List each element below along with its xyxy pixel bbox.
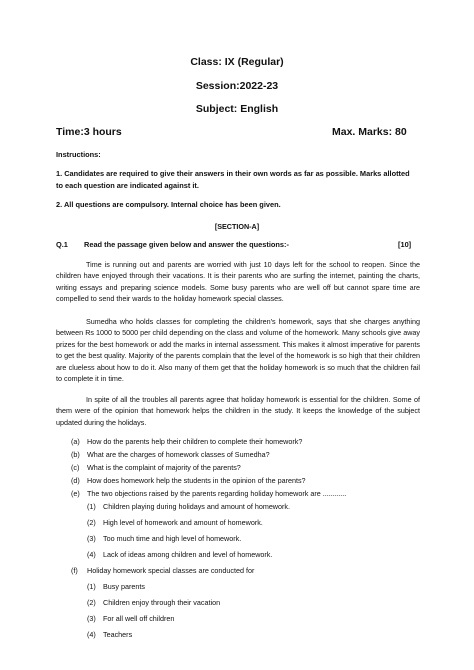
- subquestion-label: (e): [71, 489, 80, 498]
- instruction-2: 2. All questions are compulsory. Internal choice has been given.: [56, 200, 281, 209]
- subquestion-label: (b): [71, 450, 80, 459]
- subquestion-label: (d): [71, 476, 80, 485]
- instruction-1-line-2: to each question are indicated against it.: [56, 181, 199, 190]
- subquestion-label: (f): [71, 566, 78, 575]
- subquestion-c: [71, 462, 241, 473]
- subject-line: Subject: English: [195, 103, 279, 115]
- option-e-3: [87, 533, 241, 544]
- option-e-4: [87, 549, 272, 560]
- subquestion-f: [71, 565, 254, 576]
- option-f-2: [87, 597, 220, 608]
- option-label: (3): [87, 614, 96, 623]
- passage-paragraph-2: Sumedha who holds classes for completing the children's homework, says that she charges anything between Rs 1000 to 5000 per child depending on the class and volume of the homework. Many schools give away prizes for the best homework or add the marks in internal assessment. This makes it almost imperative for parents to get the best quality. Majority of the parents complain that the level of the homework is so high that their children are clueless about how to do it. Also many of them get that the holiday homework is so much that the children fail to complete it in time.: [56, 317, 420, 384]
- time-label: Time:3 hours: [56, 126, 122, 138]
- subquestion-b: [71, 449, 270, 460]
- subquestion-a: [71, 436, 302, 447]
- subquestion-label: (c): [71, 463, 80, 472]
- instructions-heading: Instructions:: [56, 150, 101, 159]
- option-label: (4): [87, 550, 96, 559]
- option-f-1: [87, 581, 145, 592]
- option-label: (1): [87, 502, 96, 511]
- option-text: Busy parents: [103, 582, 145, 591]
- option-text: Lack of ideas among children and level of homework.: [103, 550, 273, 559]
- option-label: (3): [87, 534, 96, 543]
- option-label: (4): [87, 630, 96, 639]
- subquestion-text: The two objections raised by the parents regarding holiday homework are ............: [87, 489, 347, 498]
- subquestion-d: [71, 475, 306, 486]
- max-marks-label: Max. Marks: 80: [332, 126, 407, 138]
- passage-paragraph-1: Time is running out and parents are worried with just 10 days left for the school to reopen. Since the children have enjoyed through their vacations. It is their parents who are surfing the internet, painting the charts, writing essays and preparing science models. Some busy parents who are well off but cannot spare time are compelled to send their wards to the holiday homework special classes.: [56, 260, 420, 304]
- subquestion-text: Holiday homework special classes are conducted for: [87, 566, 255, 575]
- option-text: High level of homework and amount of homework.: [103, 518, 263, 527]
- subquestion-text: What is the complaint of majority of the parents?: [87, 463, 241, 472]
- section-heading: [SECTION-A]: [214, 222, 260, 231]
- question-number: Q.1: [56, 240, 68, 249]
- option-e-1: [87, 501, 290, 512]
- option-text: Children playing during holidays and amount of homework.: [103, 502, 290, 511]
- subquestion-text: How does homework help the students in the opinion of the parents?: [87, 476, 306, 485]
- option-f-4: [87, 629, 132, 640]
- option-label: (2): [87, 518, 96, 527]
- option-text: Too much time and high level of homework.: [103, 534, 242, 543]
- question-marks: [10]: [398, 240, 412, 249]
- subquestion-text: What are the charges of homework classes of Sumedha?: [87, 450, 270, 459]
- option-label: (1): [87, 582, 96, 591]
- option-text: For all well off children: [103, 614, 175, 623]
- option-text: Children enjoy through their vacation: [103, 598, 221, 607]
- subquestion-text: How do the parents help their children to complete their homework?: [87, 437, 303, 446]
- option-f-3: [87, 613, 174, 624]
- subquestion-label: (a): [71, 437, 80, 446]
- class-line: Class: IX (Regular): [190, 56, 284, 68]
- option-text: Teachers: [103, 630, 133, 639]
- session-line: Session:2022-23: [195, 80, 279, 92]
- question-prompt: Read the passage given below and answer the questions:-: [84, 240, 289, 249]
- subquestion-e: [71, 488, 347, 499]
- passage-paragraph-3: In spite of all the troubles all parents agree that holiday homework is essential for the children. Some of them were of the opinion that homework helps the children in the study. It keeps the knowledge of the subject updated during the holidays.: [56, 395, 420, 427]
- instruction-1-line-1: 1. Candidates are required to give their answers in their own words as far as possible. Marks allotted: [56, 169, 410, 178]
- option-e-2: [87, 517, 263, 528]
- option-label: (2): [87, 598, 96, 607]
